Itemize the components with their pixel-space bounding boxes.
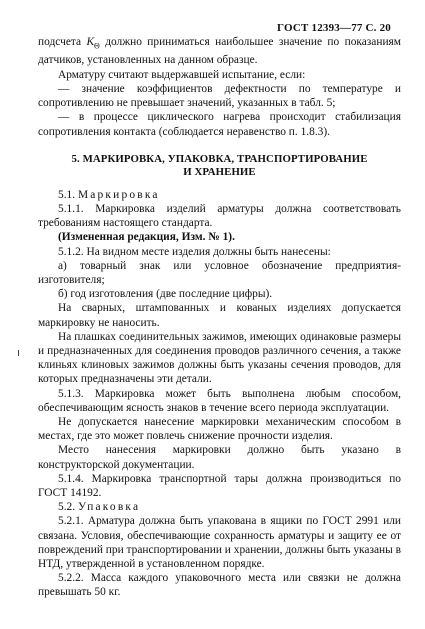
clause-5-1-2-b: б) год изготовления (две последние цифры). [58,288,273,301]
section-heading-line-1: 5. МАРКИРОВКА, УПАКОВКА, ТРАНСПОРТИРОВАНИЕ [71,152,368,165]
subsection-marking-title [38,188,401,202]
subsection-number: 5.1. [58,188,76,201]
revision-note: (Измененная редакция, Изм. № 1). [58,231,235,244]
margin-mark [18,350,19,356]
clause-5-1-2: 5.1.2. На видном месте изделия должны быть нанесены: [58,245,331,258]
paragraph-defect-coefficients: — значение коэффициентов дефектности по температуре и сопротивлению не превышает значений, указанных в табл. 5; [38,82,401,110]
subsection-title: Маркировка [77,188,160,201]
paragraph-mechanical-marking: Не допускается нанесение маркировки механическим способом в местах, где это может повлечь снижение прочности изделия. [38,415,401,443]
paragraph-welded-items: На сварных, штампованных и кованых изделиях допускается маркировку не наносить. [38,302,401,329]
paragraph-marking-place: Место нанесения маркировки должно быть указано в конструкторской документации. [38,444,401,471]
paragraph-cyclic-heating: — в процессе циклического нагрева происходит стабилизация сопротивления контакта (соблюдается неравенство п. 1.8.3). [38,111,401,138]
subsection-number: 5.2. [58,501,76,514]
paragraph-test-passed: Арматуру считают выдержавшей испытание, если: [58,68,306,81]
clause-5-1-3: 5.1.3. Маркировка может быть выполнена любым способом, обеспечивающим ясность знаков в течение всего периода эксплуатации. [38,387,401,414]
clause-5-1-1: 5.1.1. Маркировка изделий арматуры должна соответствовать требованиям настоящего стандарта. [38,202,401,230]
section-heading [38,153,401,179]
paragraph-k-theta: подсчета $K_\Theta$ должно приниматься наибольшее значение по показаниям датчиков, установленных на данном образце. [38,36,402,67]
section-heading-line-2: И ХРАНЕНИЕ [183,165,256,178]
page-header: ГОСТ 12393—77 С. 20 [277,22,391,34]
clause-5-1-4: 5.1.4. Маркировка транспортной тары должна производиться по ГОСТ 14192. [38,472,401,499]
subsection-packing-title [38,500,401,514]
paragraph-clamp-plates: На плашках соединительных зажимов, имеющих одинаковые размеры и предназначенных для соединения проводов различного сечения, а также клиньях клиновых зажимов должны быть указаны сечения проводов, для которых предназначены эти детали. [38,330,401,386]
subsection-title: Упаковка [77,501,141,514]
clause-5-1-2-a: а) товарный знак или условное обозначение предприятия-изготовителя; [38,259,401,286]
clause-5-2-2: 5.2.2. Масса каждого упаковочного места или связки не должна превышать 50 кг. [38,572,401,599]
clause-5-2-1: 5.2.1. Арматура должна быть упакована в ящики по ГОСТ 2991 или связана. Условия, обеспечивающие сохранность арматуры и защиту ее от повреждений при транспортировании и хранении, должны быть указаны в НТД, утвержденной в установленном порядке. [38,515,401,570]
document-body [38,35,401,600]
